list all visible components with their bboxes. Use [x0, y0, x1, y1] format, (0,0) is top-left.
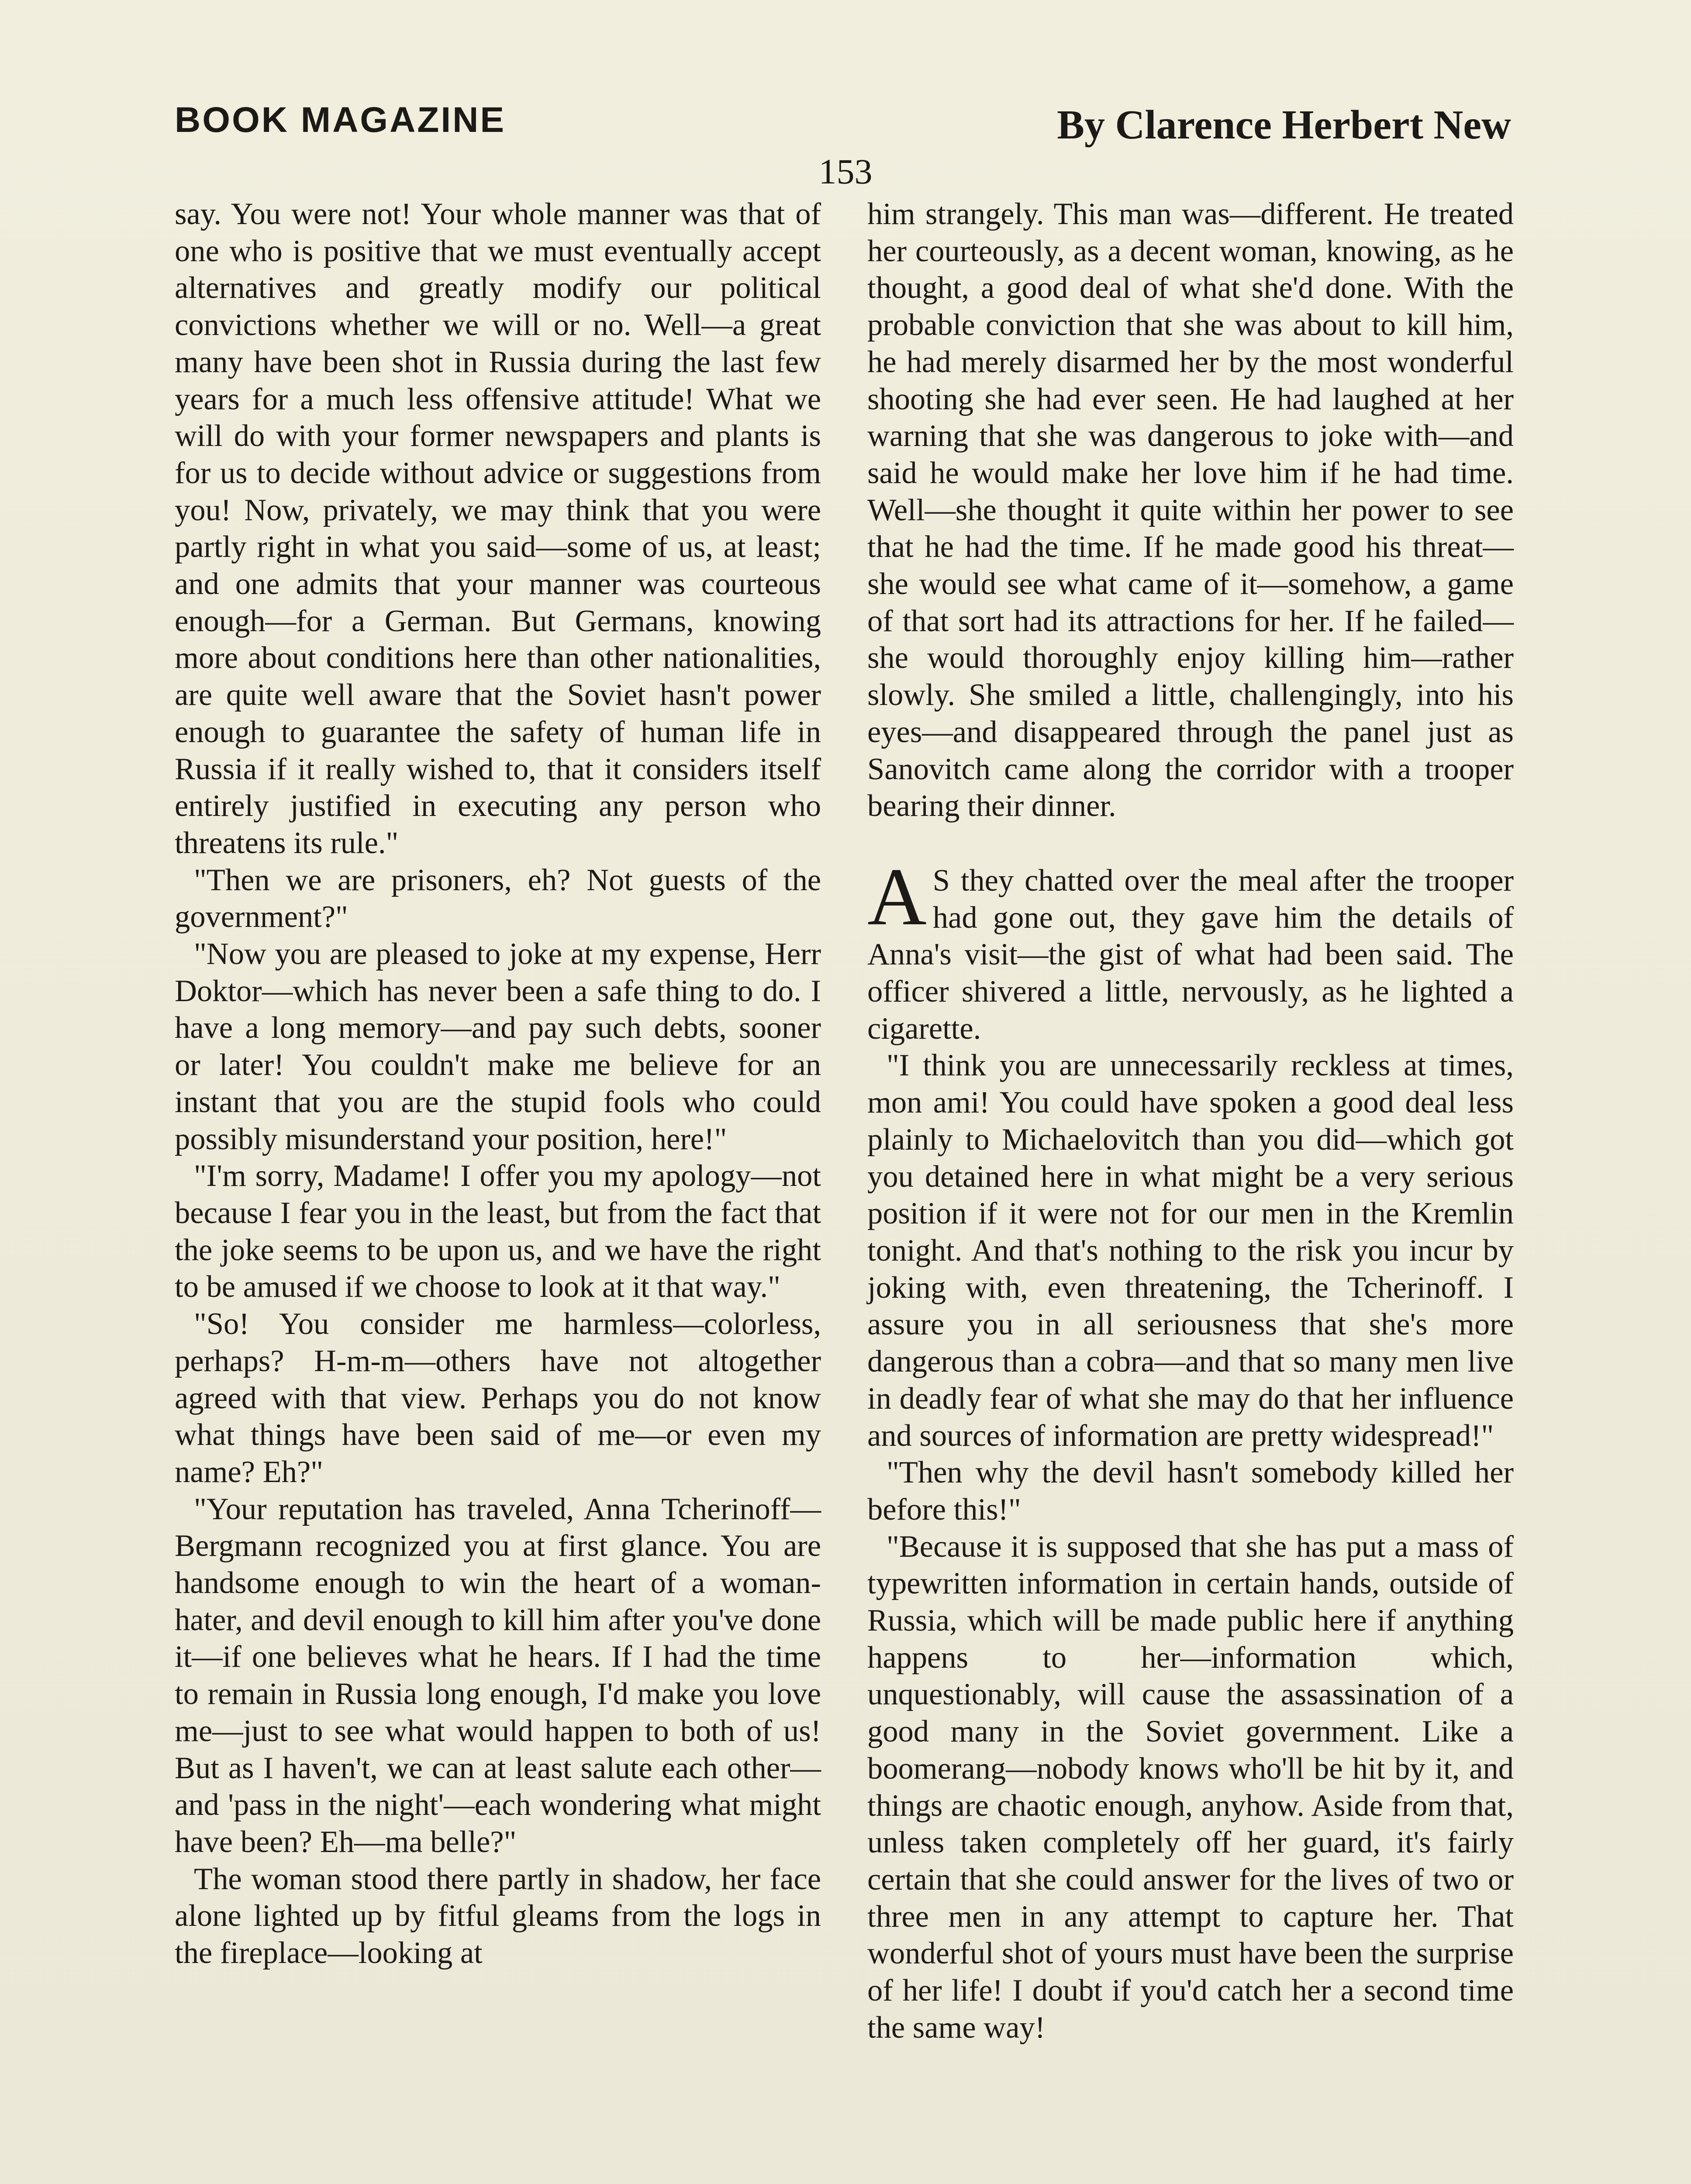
section-opening-paragraph [867, 850, 1514, 1047]
left-column [175, 196, 821, 1972]
right-column [867, 196, 1514, 2046]
magazine-title: BOOK MAGAZINE [175, 100, 506, 140]
paragraph: "Then why the devil hasn't somebody killed her before this!" [867, 1455, 1514, 1527]
paragraph: "Now you are pleased to joke at my expense, Herr Doktor—which has never been a safe thing to do. I have a long memory—and pay such debts, sooner or later! You couldn't make me believe for an instant that you are the stupid fools who could possibly misunderstand your position, here!" [175, 937, 821, 1156]
paragraph: say. You were not! Your whole manner was that of one who is positive that we must eventually accept alternatives and greatly modify our political convictions whether we will or no. Well—a great many have been shot in Russia during the last few years for a much less offensive attitude! What we will do with your former newspapers and plants is for us to decide without advice or suggestions from you! Now, privately, we may think that you were partly right in what you said—some of us, at least; and one admits that your manner was courteous enough—for a German. But Germans, knowing more about conditions here than other nationalities, are quite well aware that the Soviet hasn't power enough to guarantee the safety of human life in Russia if it really wished to, that it considers itself entirely justified in executing any person who threatens its rule." [175, 197, 821, 860]
paragraph-text: S they chatted over the meal after the trooper had gone out, they gave him the details of Anna's visit—the gist of what had been said. The officer shivered a little, nervously, as he lighted a cigarette. [867, 863, 1514, 1046]
paragraph: "I think you are unnecessarily reckless at times, mon ami! You could have spoken a good deal less plainly to Michaelovitch than you did—which got you detained here in what might be a very serious position if it were not for our men in the Kremlin tonight. And that's nothing to the risk you incur by joking with, even threatening, the Tcherinoff. I assure you in all seriousness that she's more dangerous than a cobra—and that so many men live in deadly fear of what she may do that her influence and sources of information are pretty widespread!" [867, 1048, 1514, 1453]
page-number: 153 [818, 152, 873, 191]
paragraph: "Then we are prisoners, eh? Not guests of the government?" [175, 863, 821, 934]
paragraph: "So! You consider me harmless—colorless, perhaps? H-m-m—others have not altogether agreed with that view. Perhaps you do not know what things have been said of me—or even my name? Eh?" [175, 1307, 821, 1489]
paragraph: "Your reputation has traveled, Anna Tcherinoff—Bergmann recognized you at first glance. You are handsome enough to win the heart of a woman-hater, and devil enough to kill him after you've done it—if one believes what he hears. If I had the time to remain in Russia long enough, I'd make you love me—just to see what would happen to both of us! But as I haven't, we can at least salute each other—and 'pass in the night'—each wondering what might have been? Eh—ma belle?" [175, 1492, 821, 1859]
author-byline: By Clarence Herbert New [1057, 102, 1511, 148]
paragraph: "Because it is supposed that she has put a mass of typewritten information in certain hands, outside of Russia, which will be made public here if anything happens to her—information which, unquestionably, will cause the assassination of a good many in the Soviet government. Like a boomerang—nobody knows who'll be hit by it, and things are chaotic enough, anyhow. Aside from that, unless taken completely off her guard, it's fairly certain that she could answer for the lives of two or three men in any attempt to capture her. That wonderful shot of yours must have been the surprise of her life! I doubt if you'd catch her a second time the same way! [867, 1529, 1514, 2045]
drop-cap: A [867, 850, 927, 942]
paragraph: The woman stood there partly in shadow, her face alone lighted up by fitful gleams from the logs in the fireplace—looking at [175, 1862, 821, 1970]
paragraph: him strangely. This man was—different. He treated her courteously, as a decent woman, knowing, as he thought, a good deal of what she'd done. With the probable conviction that she was about to kill him, he had merely disarmed her by the most wonderful shooting she had ever seen. He had laughed at her warning that she was dangerous to joke with—and said he would make her love him if he had time. Well—she thought it quite within her power to see that he had the time. If he made good his threat—she would see what came of it—somehow, a game of that sort had its attractions for her. If he failed—she would thoroughly enjoy killing him—rather slowly. She smiled a little, challengingly, into his eyes—and disappeared through the panel just as Sanovitch came along the corridor with a trooper bearing their dinner. [867, 197, 1514, 823]
paragraph: "I'm sorry, Madame! I offer you my apology—not because I fear you in the least, but from the fact that the joke seems to be upon us, and we have the right to be amused if we choose to look at it that way." [175, 1159, 821, 1304]
